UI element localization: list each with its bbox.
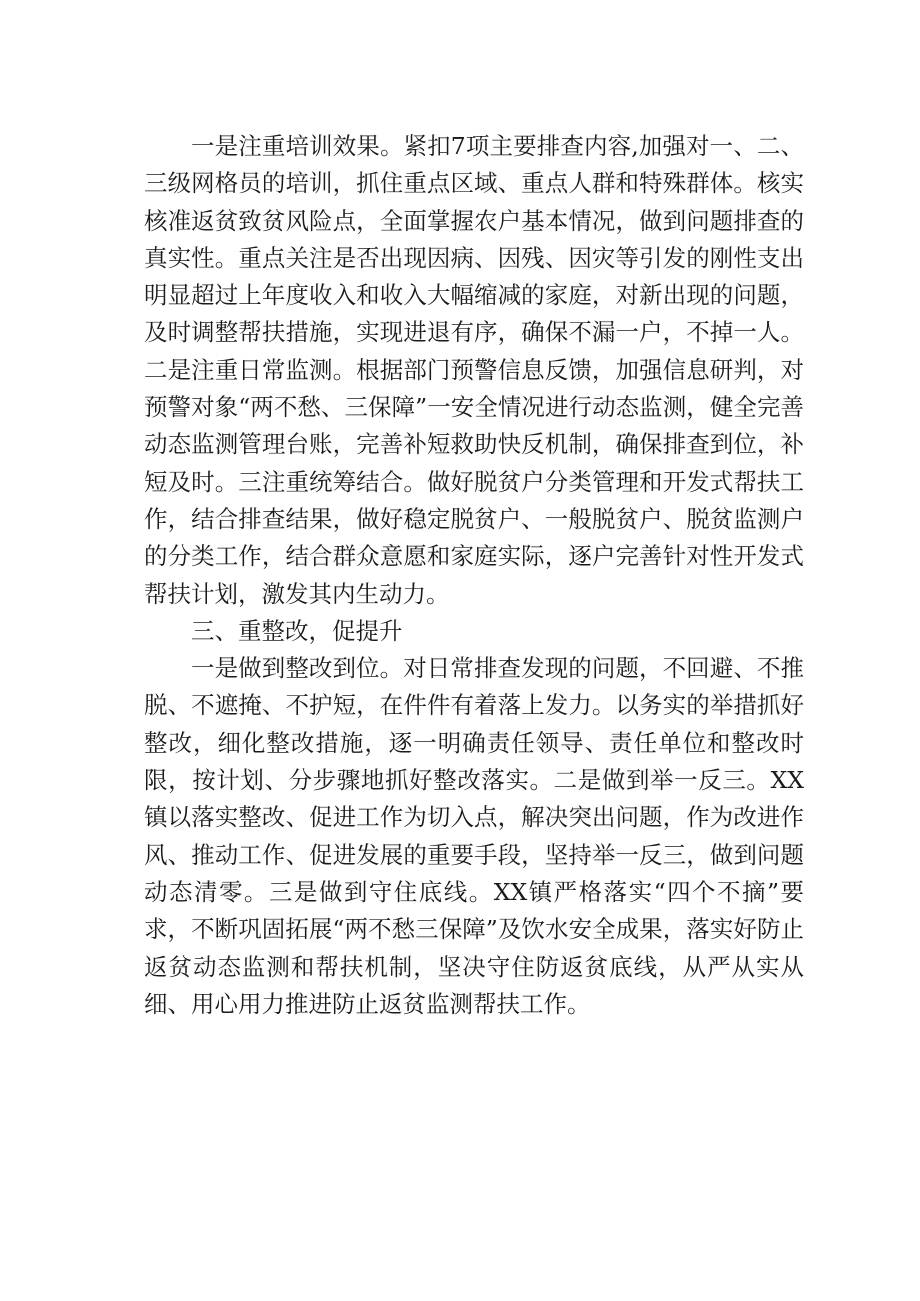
document-body	[144, 128, 804, 1023]
paragraph-rectification: 一是做到整改到位。对日常排查发现的问题，不回避、不推脱、不遮掩、不护短，在件件有着落上发力。以务实的举措抓好整改，细化整改措施，逐一明确责任领导、责任单位和整改时限，按计划、分步骤地抓好整改落实。二是做到举一反三。XX镇以落实整改、促进工作为切入点，解决突出问题，作为改进作风、推动工作、促进发展的重要手段，坚持举一反三，做到问题动态清零。三是做到守住底线。XX镇严格落实“四个不摘”要求，不断巩固拓展“两不愁三保障”及饮水安全成果，落实好防止返贫动态监测和帮扶机制，坚决守住防返贫底线，从严从实从细、用心用力推进防止返贫监测帮扶工作。	[144, 654, 804, 1018]
paragraph-training-monitoring: 一是注重培训效果。紧扣7项主要排查内容,加强对一、二、三级网格员的培训，抓住重点区域、重点人群和特殊群体。核实核准返贫致贫风险点，全面掌握农户基本情况，做到问题排查的真实性。重点关注是否出现因病、因残、因灾等引发的刚性支出明显超过上年度收入和收入大幅缩减的家庭，对新出现的问题，及时调整帮扶措施，实现进退有序，确保不漏一户，不掉一人。二是注重日常监测。根据部门预警信息反馈，加强信息研判，对预警对象“两不愁、三保障”一安全情况进行动态监测，健全完善动态监测管理台账，完善补短救助快反机制，确保排查到位，补短及时。三注重统筹结合。做好脱贫户分类管理和开发式帮扶工作，结合排查结果，做好稳定脱贫户、一般脱贫户、脱贫监测户的分类工作，结合群众意愿和家庭实际，逐户完善针对性开发式帮扶计划，激发其内生动力。	[144, 132, 804, 608]
section-heading-rectification: 三、重整改，促提升	[191, 616, 403, 645]
